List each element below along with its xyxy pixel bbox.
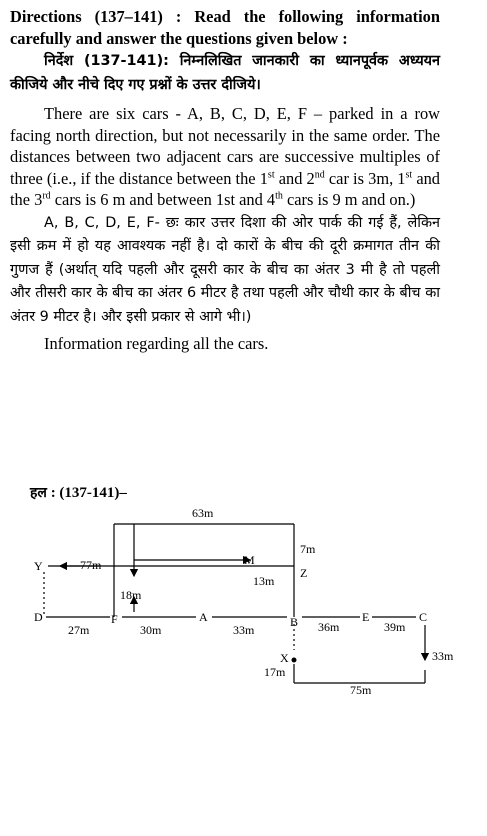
label-d: D (34, 610, 43, 624)
solution-heading: हल : (137-141)– (30, 485, 127, 501)
label-c: C (419, 610, 428, 624)
dot-x (292, 658, 297, 663)
paragraph-hindi: A, B, C, D, E, F- छः कार उत्तर दिशा की ओर पार्क की गई हैं, लेकिन इसी क्रम में हो यह आवश्यक नहीं है। दो कारों के बीच की दूरी क्रमागत तीन की गुणज हैं (अर्थात् यदि पहली और दूसरी कार के बीच का अंतर 3 मी है तो पहली और तीसरी कार के बीच का अंतर 6 मीटर है तथा पहली और चौथी कार के बीच का अंतर 9 मीटर है। और इसी प्रकार से आगे भी।) (10, 214, 440, 325)
dist-18: 18m (120, 588, 142, 602)
dist-c-33: 33m (432, 649, 454, 663)
label-z: Z (300, 566, 308, 580)
dist-13: 13m (253, 574, 275, 588)
label-a: A (199, 610, 208, 624)
paragraph-english: There are six cars - A, B, C, D, E, F – parked in a row facing north direction, but not necessarily in the same order. The distances between two adjacent cars are successive multiples of three (i.e., if the distance between the 1st and 2nd car is 3m, 1st and the 3rd cars is 6 m and between 1st and 4th cars is 9 m and on.) (10, 104, 440, 209)
dist-top: 63m (192, 506, 214, 520)
directions-hindi: निर्देश (137-141): निम्नलिखित जानकारी का ध्यानपूर्वक अध्ययन कीजिये और नीचे दिए गए प्रश्नों के उत्तर दीजिये। (10, 53, 440, 93)
dist-7: 7m (300, 542, 316, 556)
dist-30: 30m (140, 623, 162, 637)
label-f: F (111, 612, 118, 626)
info-line: Information regarding all the cars. (44, 334, 269, 353)
dist-33: 33m (233, 623, 255, 637)
label-b: B (290, 615, 299, 629)
dist-27: 27m (68, 623, 90, 637)
label-m: M (244, 553, 255, 567)
dist-39: 39m (384, 620, 406, 634)
label-y: Y (34, 559, 43, 573)
label-x: X (280, 651, 289, 665)
directions-english: Directions (137–141) : Read the following information carefully and answer the questions given below : (10, 7, 440, 48)
label-e: E (362, 610, 370, 624)
dist-36: 36m (318, 620, 340, 634)
dist-17: 17m (264, 665, 286, 679)
dist-77: 77m (80, 558, 102, 572)
dist-75: 75m (350, 683, 372, 697)
